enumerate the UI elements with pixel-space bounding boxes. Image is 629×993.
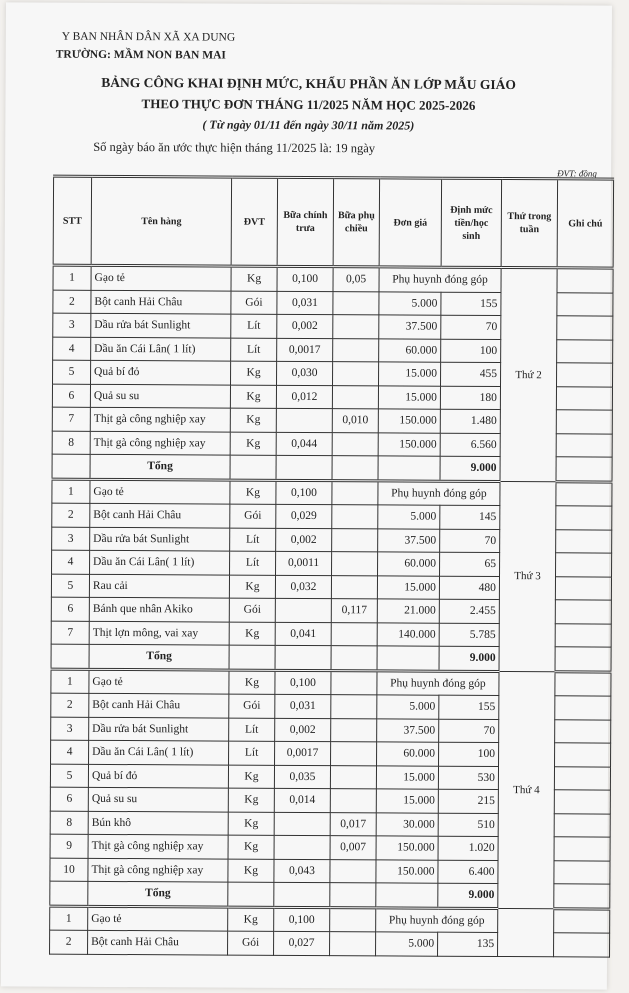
cell-snack [330,907,376,932]
cell-item-name: Dầu ăn Cái Lân( 1 lít) [89,740,229,764]
cell-price: 5.000 [379,291,441,315]
cell-stt: 10 [50,858,88,882]
col-header-weekday: Thứ trong tuần [501,179,557,268]
cell-empty [51,644,89,669]
cell-quota: 6.400 [438,860,498,884]
cell-snack [331,670,377,695]
cell-note [556,386,612,410]
col-header-item: Tên hàng [91,176,231,266]
cell-snack [333,291,379,315]
cell-stt: 1 [51,669,89,694]
cell-item-name: Quả su su [88,787,228,811]
cell-unit: Gói [228,931,274,955]
cell-price: 37.500 [378,528,440,552]
cell-quota: 70 [441,315,501,339]
cell-stt: 5 [50,764,88,788]
cell-empty [275,645,331,670]
cell-item-name: Thịt gà công nghiệp xay [90,407,230,431]
cell-note [554,933,610,957]
cell-unit: Lít [231,314,277,338]
cell-snack: 0,05 [333,267,379,292]
cell-item-name: Gạo tẻ [88,906,228,931]
total-value: 9.000 [438,883,498,908]
cell-lunch [276,408,332,432]
cell-quota: 65 [440,552,500,576]
cell-note [557,363,613,387]
cell-price: 140.000 [377,622,439,646]
cell-quota: 180 [440,386,500,410]
cell-note [555,623,611,647]
cell-unit: Kg [228,907,274,932]
cell-unit: Kg [228,765,274,789]
cell-snack [331,622,377,646]
ration-table [49,175,614,957]
col-header-lunch: Bữa chính trưa [277,177,333,266]
cell-quota: 70 [439,719,499,743]
cell-snack [330,765,376,789]
cell-empty [50,881,88,906]
cell-unit: Kg [228,859,274,883]
cell-lunch: 0,027 [274,931,330,955]
cell-item-name: Bột canh Hải Châu [88,930,228,954]
table-header-row [53,176,613,268]
cell-unit: Kg [230,385,276,409]
cell-price: 15.000 [377,575,439,599]
cell-item-name: Quả bí đỏ [88,764,228,788]
cell-unit: Kg [228,788,274,812]
cell-empty [230,455,276,480]
cell-stt: 2 [52,503,90,527]
cell-weekday [498,908,554,956]
cell-unit: Kg [229,670,275,695]
col-header-unit: ĐVT [231,177,277,266]
cell-empty [330,883,376,908]
cell-lunch: 0,100 [275,670,331,695]
cell-empty [377,646,439,671]
cell-item-name: Gạo tẻ [89,669,229,694]
cell-empty [378,456,440,481]
total-label: Tổng [90,454,230,479]
cell-note [554,884,610,909]
document-page [1,2,612,989]
cell-stt: 8 [50,811,88,835]
cell-quota: 510 [438,813,498,837]
cell-stt: 2 [51,693,89,717]
cell-lunch: 0,100 [274,907,330,932]
cell-unit: Kg [229,622,275,646]
cell-quota: 5.785 [439,623,499,647]
cell-lunch: 0,031 [275,694,331,718]
cell-price: 37.500 [377,718,439,742]
cell-lunch: 0,044 [276,432,332,456]
cell-snack [330,859,376,883]
cell-stt: 3 [51,717,89,741]
cell-parent-contribution: Phụ huynh đóng góp [379,267,501,292]
cell-snack [331,575,377,599]
cell-price: 21.000 [377,599,439,623]
total-label: Tổng [88,881,228,906]
cell-lunch: 0,041 [275,622,331,646]
cell-parent-contribution: Phụ huynh đóng góp [378,480,500,505]
col-header-price: Đơn giá [379,178,441,267]
cell-note [555,576,611,600]
cell-item-name: Gạo tẻ [91,265,231,290]
cell-empty [52,454,90,479]
cell-quota: 455 [441,362,501,386]
cell-unit: Kg [230,408,276,432]
cell-unit: Lít [229,718,275,742]
cell-item-name: Bột canh Hải Châu [91,290,231,314]
cell-snack [330,789,376,813]
col-header-note: Ghi chú [557,179,613,268]
cell-quota: 135 [438,932,498,956]
cell-lunch [274,812,330,836]
cell-snack [333,315,379,339]
cell-note [556,410,612,434]
cell-lunch: 0,002 [277,314,333,338]
cell-item-name: Dầu ăn Cái Lân( 1 lít) [91,337,231,361]
cell-price: 37.500 [379,315,441,339]
cell-stt: 7 [51,621,89,645]
cell-lunch: 0,014 [274,788,330,812]
cell-lunch: 0,0017 [277,338,333,362]
cell-quota: 70 [440,529,500,553]
table-body [50,265,614,956]
cell-stt: 1 [52,479,90,504]
cell-snack [330,932,376,956]
cell-lunch: 0,043 [274,859,330,883]
cell-price: 30.000 [376,812,438,836]
cell-note [556,553,612,577]
cell-quota: 100 [441,339,501,363]
cell-stt: 4 [52,550,90,574]
cell-stt: 5 [53,360,91,384]
cell-stt: 9 [50,834,88,858]
cell-empty [229,645,275,670]
cell-lunch: 0,0011 [276,551,332,575]
cell-lunch: 0,002 [276,528,332,552]
cell-note [554,813,610,837]
cell-lunch: 0,030 [277,361,333,385]
cell-snack [332,480,378,505]
cell-note [554,908,610,933]
cell-note [554,790,610,814]
cell-stt: 7 [52,407,90,431]
cell-price: 5.000 [378,505,440,529]
cell-note [555,696,611,720]
cell-weekday: Thứ 3 [499,481,556,671]
cell-stt: 3 [52,527,90,551]
cell-weekday: Thứ 2 [500,268,557,482]
cell-stt: 1 [53,265,91,290]
cell-empty [332,456,378,481]
cell-note [554,860,610,884]
cell-unit: Kg [231,361,277,385]
cell-note [556,433,612,457]
cell-unit: Lít [231,338,277,362]
cell-price: 15.000 [379,362,441,386]
currency-unit-note: ĐVT: đồng [557,168,597,179]
total-label: Tổng [89,644,229,669]
cell-note [557,339,613,363]
cell-item-name: Thịt gà công nghiệp xay [88,834,228,858]
cell-quota: 145 [440,505,500,529]
cell-item-name: Quả su su [90,384,230,408]
cell-snack [332,528,378,552]
cell-item-name: Gạo tẻ [90,479,230,504]
school-name: TRƯỜNG: MẦM NON BAN MAI [55,48,226,62]
cell-unit: Kg [230,432,276,456]
cell-item-name: Thịt gà công nghiệp xay [88,858,228,882]
cell-snack [333,338,379,362]
cell-unit: Kg [229,575,275,599]
cell-note [557,316,613,340]
cell-unit: Kg [228,835,274,859]
cell-item-name: Bún khô [88,811,228,835]
cell-lunch: 0,0017 [275,741,331,765]
cell-item-name: Dầu rửa bát Sunlight [89,717,229,741]
cell-unit: Gói [231,291,277,315]
cell-price: 150.000 [376,859,438,883]
cell-note [555,719,611,743]
table-row [51,669,611,696]
cell-item-name: Dầu rửa bát Sunlight [90,527,230,551]
col-header-quota: Định mức tiền/học sinh [441,178,501,267]
total-value: 9.000 [440,456,500,481]
cell-lunch: 0,012 [276,385,332,409]
cell-quota: 530 [438,766,498,790]
cell-price: 15.000 [378,385,440,409]
cell-snack: 0,017 [330,812,376,836]
days-note: Số ngày báo ăn ước thực hiện tháng 11/2025 là: 19 ngày [93,139,376,156]
cell-unit: Lít [229,741,275,765]
cell-quota: 480 [439,576,499,600]
cell-unit: Gói [230,504,276,528]
cell-snack [333,362,379,386]
document-subtitle: THEO THỰC ĐƠN THÁNG 11/2025 NĂM HỌC 2025-2026 [141,96,476,113]
cell-empty [276,455,332,480]
cell-price: 5.000 [376,932,438,956]
cell-note [557,268,613,293]
cell-item-name: Bột canh Hải Châu [90,503,230,527]
cell-price: 15.000 [376,789,438,813]
cell-price: 15.000 [376,765,438,789]
cell-item-name: Dầu ăn Cái Lân( 1 lít) [90,550,230,574]
cell-empty [228,882,274,907]
cell-snack [332,432,378,456]
cell-weekday: Thứ 4 [498,671,555,908]
cell-lunch: 0,029 [276,504,332,528]
cell-snack [331,742,377,766]
cell-note [557,292,613,316]
cell-unit: Gói [229,598,275,622]
cell-parent-contribution: Phụ huynh đóng góp [376,907,498,932]
cell-price: 5.000 [377,695,439,719]
cell-item-name: Thịt gà công nghiệp xay [90,431,230,455]
cell-note [555,600,611,624]
cell-snack [332,385,378,409]
cell-stt: 6 [52,384,90,408]
cell-lunch: 0,032 [275,575,331,599]
document-title: BẢNG CÔNG KHAI ĐỊNH MỨC, KHẨU PHẦN ĂN LỚP MẪU GIÁO [101,74,516,93]
cell-stt: 3 [53,313,91,337]
cell-item-name: Bánh que nhân Akiko [89,597,229,621]
cell-quota: 155 [441,292,501,316]
cell-empty [274,882,330,907]
cell-lunch [275,598,331,622]
committee-name: Y BAN NHÂN DÂN XÃ XA DUNG [61,30,236,44]
col-header-snack: Bữa phụ chiều [333,178,379,267]
cell-quota: 100 [439,742,499,766]
cell-quota: 1.020 [438,836,498,860]
cell-item-name: Quả bí đỏ [91,360,231,384]
col-header-stt: STT [53,176,91,265]
total-value: 9.000 [439,646,499,671]
cell-item-name: Dầu rửa bát Sunlight [91,313,231,337]
cell-empty [331,646,377,671]
cell-unit: Kg [228,812,274,836]
cell-lunch: 0,002 [275,718,331,742]
cell-snack [332,552,378,576]
cell-unit: Lít [230,551,276,575]
cell-quota: 6.560 [440,433,500,457]
cell-note [555,671,611,696]
cell-quota: 215 [438,789,498,813]
cell-stt: 6 [51,597,89,621]
cell-snack [331,695,377,719]
cell-price: 60.000 [378,552,440,576]
cell-note [556,506,612,530]
cell-price: 60.000 [377,742,439,766]
cell-lunch: 0,100 [276,480,332,505]
cell-note [556,529,612,553]
cell-note [555,647,611,672]
cell-parent-contribution: Phụ huynh đóng góp [377,670,499,695]
cell-item-name: Rau cải [89,574,229,598]
cell-price: 60.000 [379,338,441,362]
cell-stt: 5 [51,574,89,598]
cell-stt: 8 [52,431,90,455]
cell-note [556,481,612,506]
cell-price: 150.000 [378,432,440,456]
cell-snack [331,718,377,742]
cell-lunch [274,835,330,859]
cell-note [555,743,611,767]
cell-stt: 4 [51,740,89,764]
cell-price: 150.000 [378,409,440,433]
cell-lunch: 0,035 [274,765,330,789]
cell-snack: 0,010 [332,409,378,433]
cell-unit: Kg [230,480,276,505]
cell-quota: 155 [439,695,499,719]
cell-lunch: 0,100 [277,266,333,291]
cell-note [554,766,610,790]
cell-empty [376,883,438,908]
cell-item-name: Thịt lợn mông, vai xay [89,621,229,645]
cell-quota: 1.480 [440,409,500,433]
cell-unit: Lít [230,528,276,552]
cell-stt: 2 [50,930,88,954]
cell-price: 150.000 [376,836,438,860]
cell-stt: 2 [53,290,91,314]
cell-stt: 4 [53,337,91,361]
cell-note [554,837,610,861]
cell-snack: 0,117 [331,599,377,623]
cell-snack [332,505,378,529]
cell-unit: Kg [231,266,277,291]
cell-item-name: Bột canh Hải Châu [89,693,229,717]
table-row [53,265,613,292]
cell-quota: 2.455 [439,599,499,623]
cell-stt: 1 [50,906,88,931]
cell-snack: 0,007 [330,836,376,860]
table-row [52,479,612,506]
cell-lunch: 0,031 [277,291,333,315]
cell-stt: 6 [50,787,88,811]
table-row [50,906,610,933]
date-range: ( Từ ngày 01/11 đến ngày 30/11 năm 2025) [202,117,415,133]
cell-unit: Gói [229,694,275,718]
cell-note [556,457,612,482]
